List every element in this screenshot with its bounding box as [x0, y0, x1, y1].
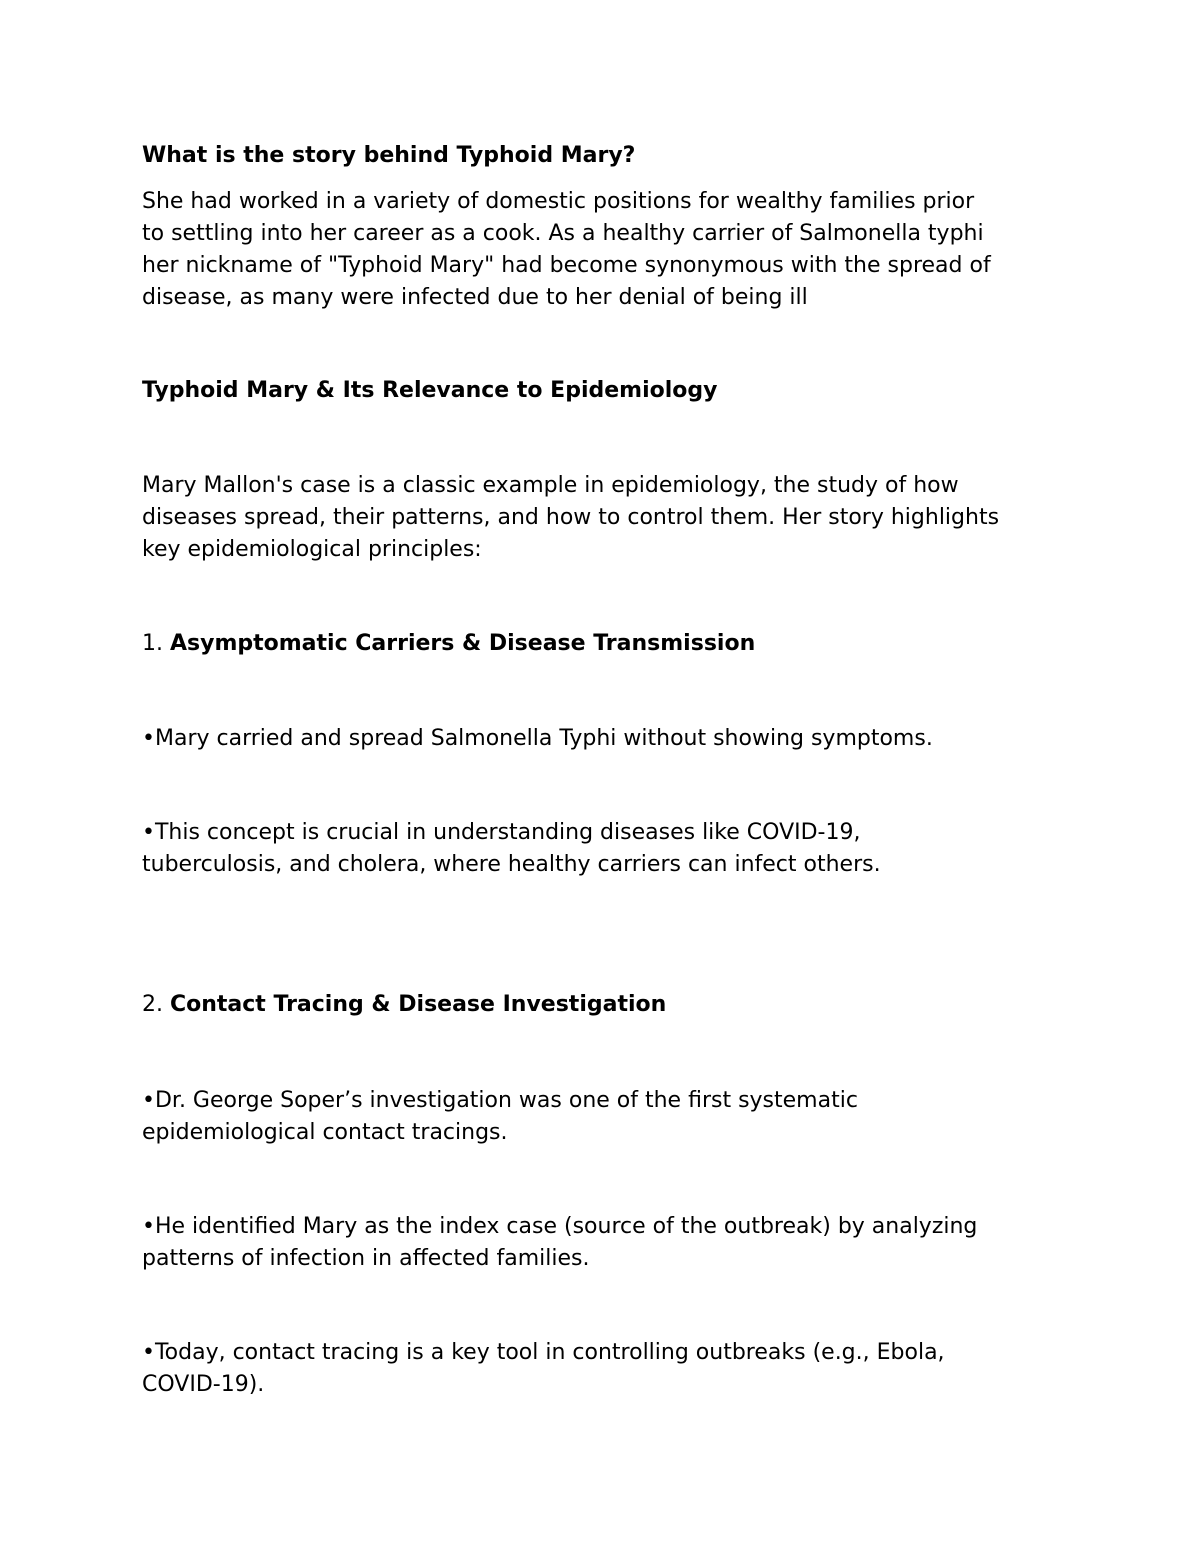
paragraph-line: disease, as many were infected due to her denial of being ill — [142, 285, 808, 310]
bullet-line: •Today, contact tracing is a key tool in controlling outbreaks (e.g., Ebola, — [142, 1340, 945, 1365]
point-number: 1. — [142, 631, 170, 656]
bullet-line: •Mary carried and spread Salmonella Typhi without showing symptoms. — [142, 726, 933, 751]
point-heading-asymptomatic — [142, 628, 755, 660]
bullet-line: •This concept is crucial in understanding diseases like COVID-19, — [142, 820, 861, 845]
point-title: Asymptomatic Carriers & Disease Transmission — [169, 631, 756, 656]
bullet-line: COVID-19). — [142, 1372, 265, 1397]
paragraph-line: her nickname of "Typhoid Mary" had become synonymous with the spread of — [142, 253, 991, 278]
paragraph-line: diseases spread, their patterns, and how to control them. Her story highlights — [142, 505, 1000, 530]
point-title: Contact Tracing & Disease Investigation — [169, 992, 667, 1017]
bullet-line: tuberculosis, and cholera, where healthy carriers can infect others. — [142, 852, 881, 877]
bullet-line: patterns of infection in affected families. — [142, 1246, 590, 1271]
paragraph-line: key epidemiological principles: — [142, 537, 482, 562]
bullet-line: epidemiological contact tracings. — [142, 1120, 508, 1145]
paragraph-line: She had worked in a variety of domestic positions for wealthy families prior — [142, 189, 975, 214]
paragraph-line: Mary Mallon's case is a classic example in epidemiology, the study of how — [142, 473, 959, 498]
section-heading-story: What is the story behind Typhoid Mary? — [142, 143, 636, 168]
point-number: 2. — [142, 992, 170, 1017]
point-heading-contact-tracing — [142, 989, 666, 1021]
section-heading-relevance: Typhoid Mary & Its Relevance to Epidemiology — [142, 378, 718, 403]
bullet-line: •He identified Mary as the index case (source of the outbreak) by analyzing — [142, 1214, 978, 1239]
paragraph-line: to settling into her career as a cook. As a healthy carrier of Salmonella typhi — [142, 221, 984, 246]
bullet-line: •Dr. George Soper’s investigation was one of the first systematic — [142, 1088, 858, 1113]
